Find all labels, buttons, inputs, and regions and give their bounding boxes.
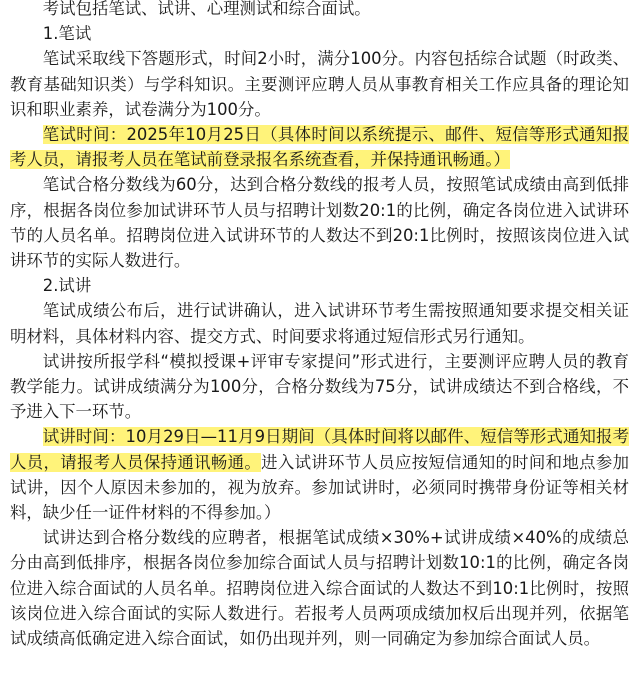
trial-lecture-format	[10, 349, 629, 425]
paragraph-text: 试讲按所报学科“模拟授课+评审专家提问”形式进行，主要测评应聘人员的教育教学能力。试讲成绩满分为100分，合格分数线为75分，试讲成绩达不到合格线，不予进入下一环节。	[10, 351, 629, 422]
paragraph-text: 笔试成绩公布后，进行试讲确认，进入试讲环节考生需按照通知要求提交相关证明材料，具体材料内容、提交方式、时间要求将通过短信形式另行通知。	[10, 301, 629, 346]
written-exam-time-notice	[10, 122, 629, 172]
paragraph-text: 进入试讲环节人员应按短信通知的时间和地点参加试讲，因个人原因未参加的，视为放弃。参加试讲时，必须同时携带身份证等相关材料，缺少任一证件材料的不得参加。）	[10, 452, 630, 523]
highlighted-text: 试讲时间：10月29日—11月9日期间（具体时间将以邮件、短信等形式通知报考人员，请报考人员保持通讯畅通。	[10, 427, 629, 472]
paragraph-text: 试讲达到合格分数线的应聘者，根据笔试成绩×30%+试讲成绩×40%的成绩总分由高到低排序，根据各岗位参加综合面试人员与招聘计划数10:1的比例，确定各岗位进入综合面试的人员名单。招聘岗位进入综合面试的人数达不到10:1比例时，按照该岗位进入综合面试的实际人数进行。若报考人员两项成绩加权后出现并列，依据笔试成绩高低确定进入综合面试，如仍出现并列，则一同确定为参加综合面试人员。	[10, 528, 629, 649]
highlighted-text: 笔试时间：2025年10月25日（具体时间以系统提示、邮件、短信等形式通知报考人员，请报考人员在笔试前登录报名系统查看，并保持通讯畅通。）	[10, 125, 629, 170]
paragraph-text: 笔试合格分数线为60分，达到合格分数线的报考人员，按照笔试成绩由高到低排序，根据各岗位参加试讲环节人员与招聘计划数20:1的比例，确定各岗位进入试讲环节的人员名单。招聘岗位进入试讲环节的人数达不到20:1比例时，按照该岗位进入试讲环节的实际人数进行。	[10, 175, 629, 271]
section-heading-text: 1.笔试	[42, 24, 92, 44]
section-heading-written-exam	[10, 21, 629, 46]
section-heading-text: 2.试讲	[42, 276, 92, 296]
interview-selection-rule	[10, 525, 629, 651]
written-exam-description	[10, 46, 629, 122]
intro-text: 考试包括笔试、试讲、心理测试和综合面试。	[42, 0, 371, 18]
section-heading-trial-lecture	[10, 273, 629, 298]
written-exam-pass-line	[10, 172, 629, 273]
trial-lecture-confirmation	[10, 298, 629, 348]
intro-paragraph	[10, 0, 629, 21]
trial-lecture-time-notice	[10, 424, 629, 525]
paragraph-text: 笔试采取线下答题形式，时间2小时，满分100分。内容包括综合试题（时政类、教育基础知识类）与学科知识。主要测评应聘人员从事教育相关工作应具备的理论知识和职业素养，试卷满分为100分。	[10, 49, 629, 119]
